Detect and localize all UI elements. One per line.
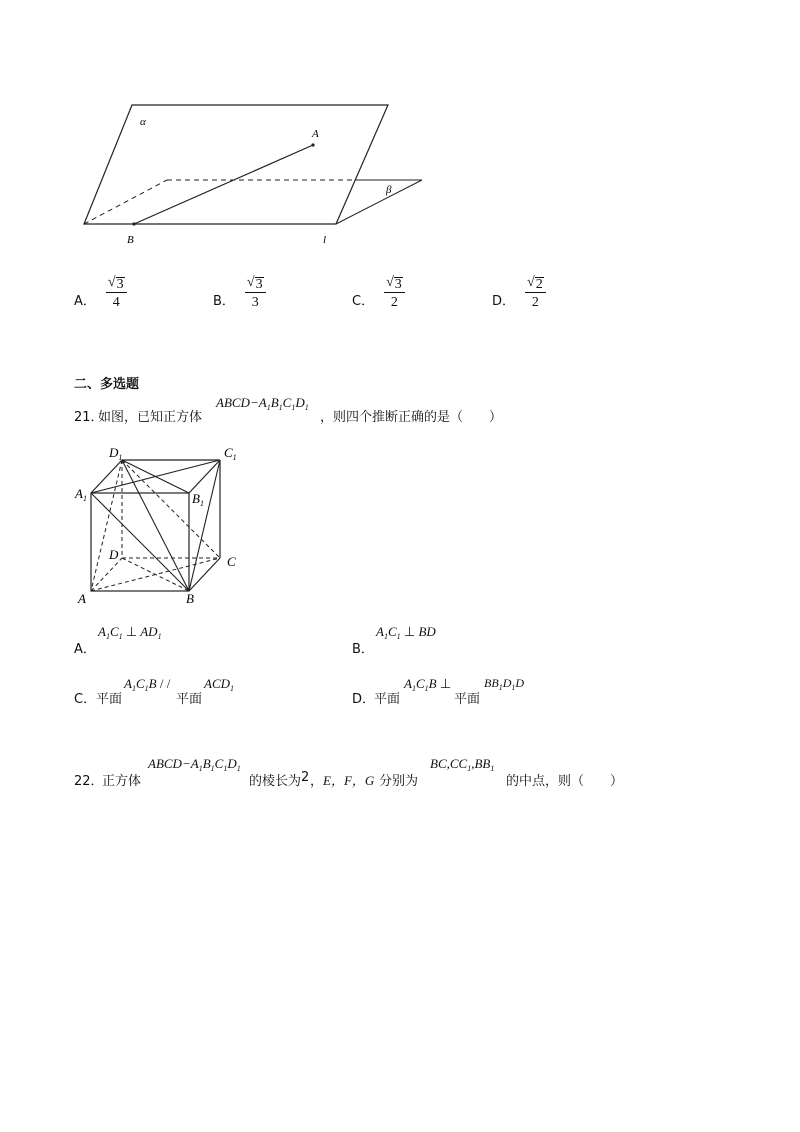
point-B [132, 222, 135, 225]
cube-edge [91, 460, 122, 493]
label-A: A [312, 128, 319, 140]
question-text: ，则四个推断正确的是（ ） [320, 410, 503, 425]
option-formula: $A_1C_1$ ⊥ BD [376, 624, 436, 641]
option-fraction: √ 3 3 [245, 275, 266, 311]
question-text: 如图，已知正方体 [98, 410, 203, 425]
label-B: B [127, 234, 134, 246]
q20-option-a[interactable] [74, 275, 127, 311]
edge-length: 2 [301, 770, 310, 785]
cube-figure [72, 440, 252, 610]
question-text: 的棱长为 [249, 774, 302, 789]
q21-option-d[interactable] [352, 676, 612, 706]
label-A1: $A_1$ [75, 486, 87, 503]
option-fraction: √ 2 2 [525, 275, 546, 311]
label-beta: β [386, 184, 392, 196]
cube-hidden-edge [91, 558, 122, 591]
option-letter: C． [352, 294, 375, 309]
segment-D1B [122, 460, 189, 591]
points-efg: E，F，G [323, 773, 375, 788]
label-alpha: α [140, 116, 146, 128]
option-plane-word: 平面 [96, 692, 123, 707]
option-formula: $A_1C_1$ ⊥ $AD_1$ [98, 624, 162, 641]
option-letter: B． [352, 642, 374, 657]
plane-alpha [84, 105, 388, 224]
segment-D1B1 [122, 460, 189, 493]
q21-stem [74, 396, 774, 426]
question-number: 22． [74, 774, 104, 789]
q20-option-d[interactable] [492, 275, 546, 311]
option-letter: C． [74, 692, 97, 707]
cube-name: $ABCD-A_1B_1C_1D_1$ [216, 395, 309, 412]
segment-A1B [91, 493, 189, 591]
cube-edge [189, 460, 220, 493]
q21-option-a[interactable] [74, 622, 334, 657]
segment-D1A [91, 460, 122, 591]
q22-stem [74, 756, 774, 789]
planes-figure [70, 95, 440, 255]
label-D1: $D_1$ [109, 445, 123, 462]
option-formula: $ACD_1$ [204, 676, 235, 693]
question-text: ， [310, 774, 324, 789]
option-letter: D． [352, 692, 376, 707]
q21-option-b[interactable] [352, 622, 612, 657]
q20-option-b[interactable] [213, 275, 266, 311]
cube-name: $ABCD-A_1B_1C_1D_1$ [148, 756, 241, 773]
question-text: 正方体 [102, 774, 142, 789]
plane-beta-hidden-edge [84, 180, 167, 224]
option-fraction: √ 3 4 [106, 275, 127, 311]
point-A [311, 143, 314, 146]
option-letter: A． [74, 294, 96, 309]
option-fraction: √ 3 2 [384, 275, 405, 311]
q21-option-c[interactable] [74, 676, 334, 706]
edges-list: $BC,CC_1,BB_1$ [430, 756, 495, 773]
option-plane-word: 平面 [454, 692, 481, 707]
segment-DB [122, 558, 189, 591]
label-B: B [186, 591, 194, 606]
option-formula: $BB_1D_1D$ [484, 676, 525, 692]
label-B1: $B_1$ [192, 491, 204, 508]
option-formula: $A_1C_1B$ ⊥ [404, 676, 452, 693]
label-A: A [78, 591, 86, 606]
segment-AB [134, 145, 313, 224]
question-text: 分别为 [379, 774, 419, 789]
option-plane-word: 平面 [374, 692, 401, 707]
option-letter: A． [74, 642, 96, 657]
cube-edge [189, 558, 220, 591]
option-plane-word: 平面 [176, 692, 203, 707]
q20-option-c[interactable] [352, 275, 405, 311]
question-number: 21． [74, 410, 104, 425]
option-letter: B． [213, 294, 235, 309]
plane-beta-edge [336, 180, 422, 224]
label-C1: $C_1$ [224, 445, 237, 462]
segment-D1C [122, 460, 220, 558]
question-text: 的中点，则（ ） [506, 774, 624, 789]
label-D: D [109, 547, 119, 562]
segment-C1B [189, 460, 220, 591]
option-letter: D． [492, 294, 516, 309]
section-title: 二、多选题 [74, 377, 140, 392]
label-C: C [227, 554, 236, 569]
option-formula: $A_1C_1B$ / / [124, 676, 171, 693]
label-l: l [323, 234, 327, 246]
